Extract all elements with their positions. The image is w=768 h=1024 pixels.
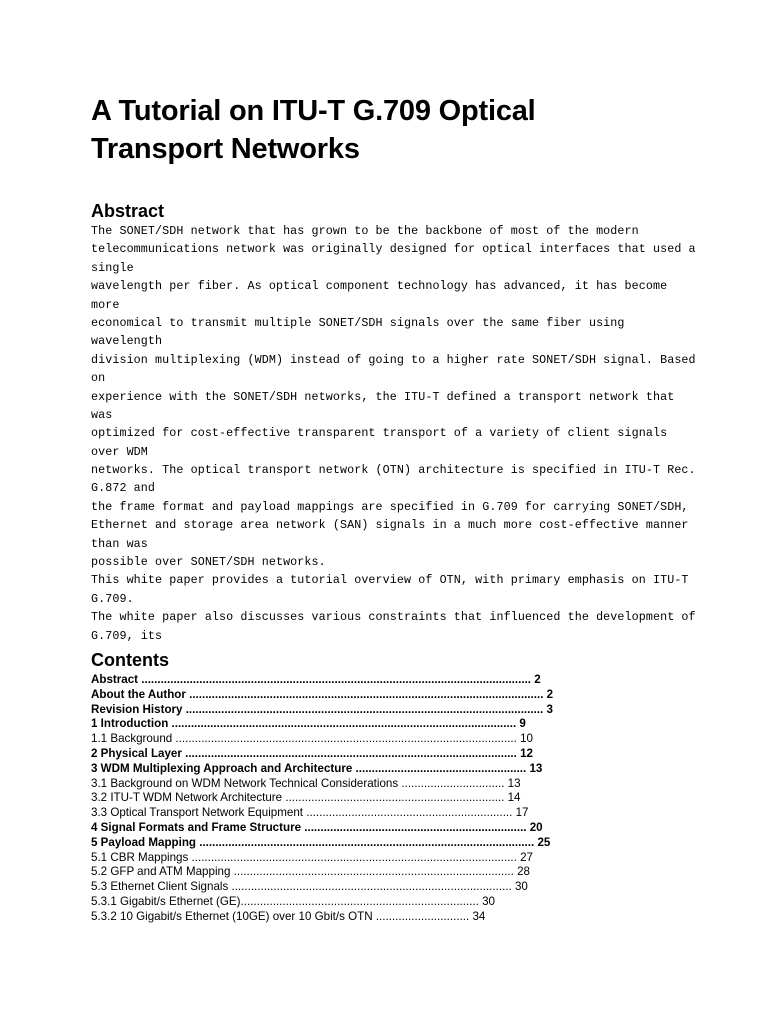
toc-entry[interactable]: 5.3.1 Gigabit/s Ethernet (GE).......................................................................... 30 bbox=[91, 894, 495, 908]
abstract-line: wavelength per fiber. As optical component technology has advanced, it has become bbox=[91, 279, 668, 294]
abstract-line: over WDM bbox=[91, 444, 148, 459]
toc-entry[interactable]: Revision History ............................................................................................................... 3 bbox=[91, 702, 553, 716]
table-of-contents bbox=[91, 673, 691, 925]
toc-entry[interactable]: 1 Introduction ........................................................................................................... 9 bbox=[91, 717, 526, 731]
toc-entry[interactable]: 1.1 Background .......................................................................................................... 10 bbox=[91, 732, 533, 746]
toc-entry[interactable]: Abstract ......................................................................................................................... 2 bbox=[91, 673, 541, 686]
toc-entry[interactable]: 5 Payload Mapping ........................................................................................................ 25 bbox=[91, 835, 551, 849]
contents-heading: Contents bbox=[91, 650, 169, 670]
toc-entry[interactable]: 3.3 Optical Transport Network Equipment ................................................................ 17 bbox=[91, 806, 529, 820]
abstract-line: G.709. bbox=[91, 591, 134, 606]
toc-entry[interactable]: 5.2 GFP and ATM Mapping ....................................................................................... 28 bbox=[91, 865, 530, 879]
toc-entry[interactable]: About the Author .............................................................................................................. 2 bbox=[91, 687, 554, 701]
abstract-line: optimized for cost-effective transparent transport of a variety of client signals bbox=[91, 426, 668, 441]
abstract-line: the frame format and payload mappings are specified in G.709 for carrying SONET/SDH, bbox=[91, 499, 689, 514]
abstract-line: G.709, its bbox=[91, 628, 163, 643]
abstract-line: This white paper provides a tutorial overview of OTN, with primary emphasis on ITU-T bbox=[91, 573, 689, 588]
abstract-line: The SONET/SDH network that has grown to be the backbone of most of the modern bbox=[91, 224, 639, 238]
toc-entry[interactable]: 5.3.2 10 Gigabit/s Ethernet (10GE) over 10 Gbit/s OTN ............................. 34 bbox=[91, 909, 486, 923]
abstract-line: more bbox=[91, 297, 120, 312]
abstract-line: economical to transmit multiple SONET/SDH signals over the same fiber using bbox=[91, 315, 625, 330]
toc-entry[interactable]: 5.3 Ethernet Client Signals ....................................................................................... 30 bbox=[91, 880, 528, 894]
abstract-line: than was bbox=[91, 536, 148, 551]
abstract-line: The white paper also discusses various constraints that influenced the development of bbox=[91, 610, 696, 625]
abstract-line: possible over SONET/SDH networks. bbox=[91, 555, 326, 570]
abstract-line: networks. The optical transport network (OTN) architecture is specified in ITU-T Rec. bbox=[91, 463, 696, 478]
toc-entry[interactable]: 3 WDM Multiplexing Approach and Architecture ..................................................... 13 bbox=[91, 761, 543, 775]
abstract-line: experience with the SONET/SDH networks, the ITU-T defined a transport network that bbox=[91, 389, 675, 404]
abstract-line: wavelength bbox=[91, 334, 163, 349]
toc-entry[interactable]: 4 Signal Formats and Frame Structure ..................................................................... 20 bbox=[91, 820, 543, 834]
document-title: A Tutorial on ITU-T G.709 Optical Transport Networks bbox=[91, 95, 536, 165]
abstract-line: single bbox=[91, 260, 134, 275]
abstract-line: Ethernet and storage area network (SAN) signals in a much more cost-effective manner bbox=[91, 518, 689, 533]
toc-entry[interactable]: 3.1 Background on WDM Network Technical Considerations ................................ 13 bbox=[91, 776, 521, 790]
toc-entry[interactable]: 5.1 CBR Mappings ..................................................................................................... 27 bbox=[91, 850, 533, 864]
abstract-line: telecommunications network was originally designed for optical interfaces that used a bbox=[91, 242, 696, 257]
abstract-line: was bbox=[91, 407, 113, 422]
abstract-heading: Abstract bbox=[91, 201, 165, 221]
abstract-line: on bbox=[91, 371, 106, 386]
abstract-line: G.872 and bbox=[91, 481, 156, 496]
toc-entry[interactable]: 2 Physical Layer ....................................................................................................... 12 bbox=[91, 746, 533, 760]
toc-entry[interactable]: 3.2 ITU-T WDM Network Architecture .................................................................... 14 bbox=[91, 791, 521, 805]
abstract-body bbox=[91, 222, 696, 645]
abstract-line: division multiplexing (WDM) instead of going to a higher rate SONET/SDH signal. Based bbox=[91, 352, 696, 367]
